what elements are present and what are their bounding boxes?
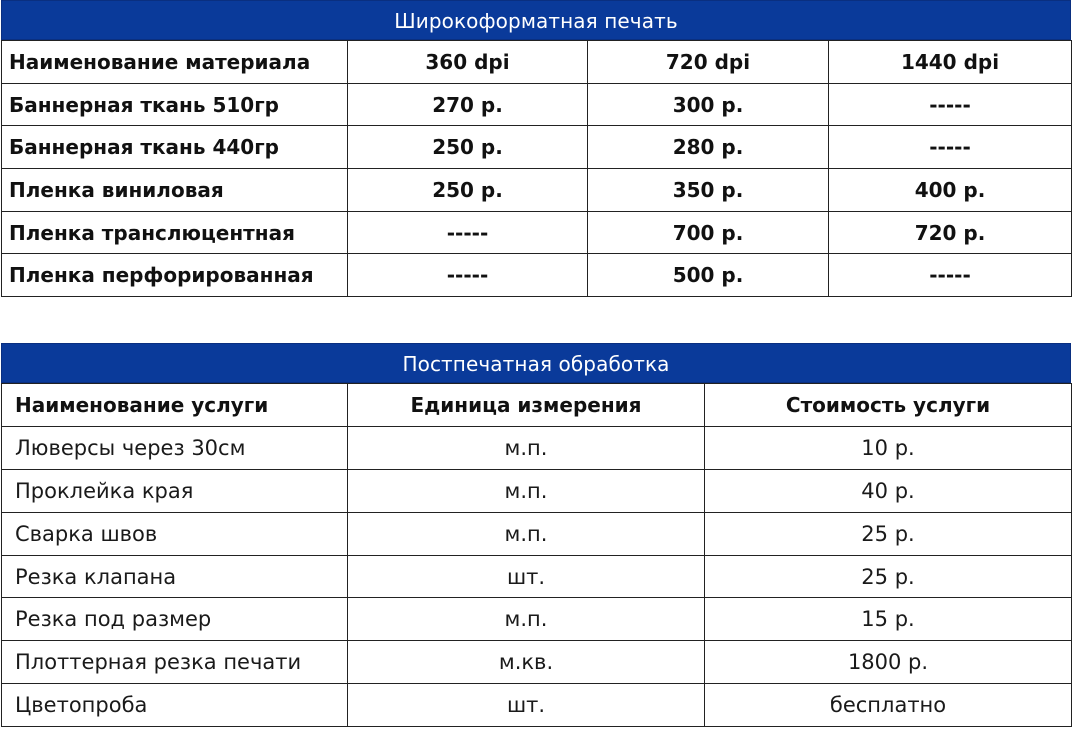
service-price: 15 р. [705,598,1072,641]
price-1440-dpi: ----- [829,126,1072,169]
service-name: Цветопроба [2,684,348,727]
table-header-row [2,384,1072,427]
price-360-dpi: 250 р. [348,126,588,169]
service-unit: м.п. [348,598,705,641]
table-header-row [2,41,1072,84]
header-material-name: Наименование материала [2,41,348,84]
price-720-dpi: 280 р. [588,126,829,169]
service-unit: шт. [348,684,705,727]
service-name: Плоттерная резка печати [2,641,348,684]
price-720-dpi: 350 р. [588,169,829,212]
service-price: 1800 р. [705,641,1072,684]
table-row [2,211,1072,254]
price-720-dpi: 700 р. [588,211,829,254]
header-360-dpi: 360 dpi [348,41,588,84]
header-service-price: Стоимость услуги [705,384,1072,427]
price-360-dpi: ----- [348,254,588,297]
table-row [2,598,1072,641]
table-row [2,169,1072,212]
price-720-dpi: 500 р. [588,254,829,297]
wide-format-print-title: Широкоформатная печать [1,0,1071,40]
post-print-processing-grid [1,383,1072,727]
price-360-dpi: 250 р. [348,169,588,212]
price-1440-dpi: ----- [829,83,1072,126]
wide-format-print-price-table [1,0,1071,297]
service-unit: м.п. [348,469,705,512]
service-name: Резка клапана [2,555,348,598]
table-row [2,126,1072,169]
price-360-dpi: ----- [348,211,588,254]
price-720-dpi: 300 р. [588,83,829,126]
service-name: Проклейка края [2,469,348,512]
material-name: Пленка транслюцентная [2,211,348,254]
service-unit: м.п. [348,426,705,469]
price-1440-dpi: 720 р. [829,211,1072,254]
service-name: Резка под размер [2,598,348,641]
service-unit: шт. [348,555,705,598]
table-row [2,512,1072,555]
table-row [2,555,1072,598]
service-price: 25 р. [705,555,1072,598]
header-unit: Единица измерения [348,384,705,427]
price-1440-dpi: ----- [829,254,1072,297]
material-name: Баннерная ткань 440гр [2,126,348,169]
table-row [2,641,1072,684]
service-name: Сварка швов [2,512,348,555]
table-row [2,469,1072,512]
table-row [2,684,1072,727]
table-row [2,83,1072,126]
post-print-processing-price-table [1,343,1071,727]
material-name: Баннерная ткань 510гр [2,83,348,126]
table-row [2,254,1072,297]
wide-format-print-grid [1,40,1072,297]
header-1440-dpi: 1440 dpi [829,41,1072,84]
material-name: Пленка перфорированная [2,254,348,297]
post-print-processing-title: Постпечатная обработка [1,343,1071,383]
service-price: 25 р. [705,512,1072,555]
service-price: 40 р. [705,469,1072,512]
header-720-dpi: 720 dpi [588,41,829,84]
service-name: Люверсы через 30см [2,426,348,469]
price-360-dpi: 270 р. [348,83,588,126]
service-price: бесплатно [705,684,1072,727]
service-unit: м.п. [348,512,705,555]
material-name: Пленка виниловая [2,169,348,212]
price-1440-dpi: 400 р. [829,169,1072,212]
header-service-name: Наименование услуги [2,384,348,427]
service-price: 10 р. [705,426,1072,469]
service-unit: м.кв. [348,641,705,684]
table-row [2,426,1072,469]
